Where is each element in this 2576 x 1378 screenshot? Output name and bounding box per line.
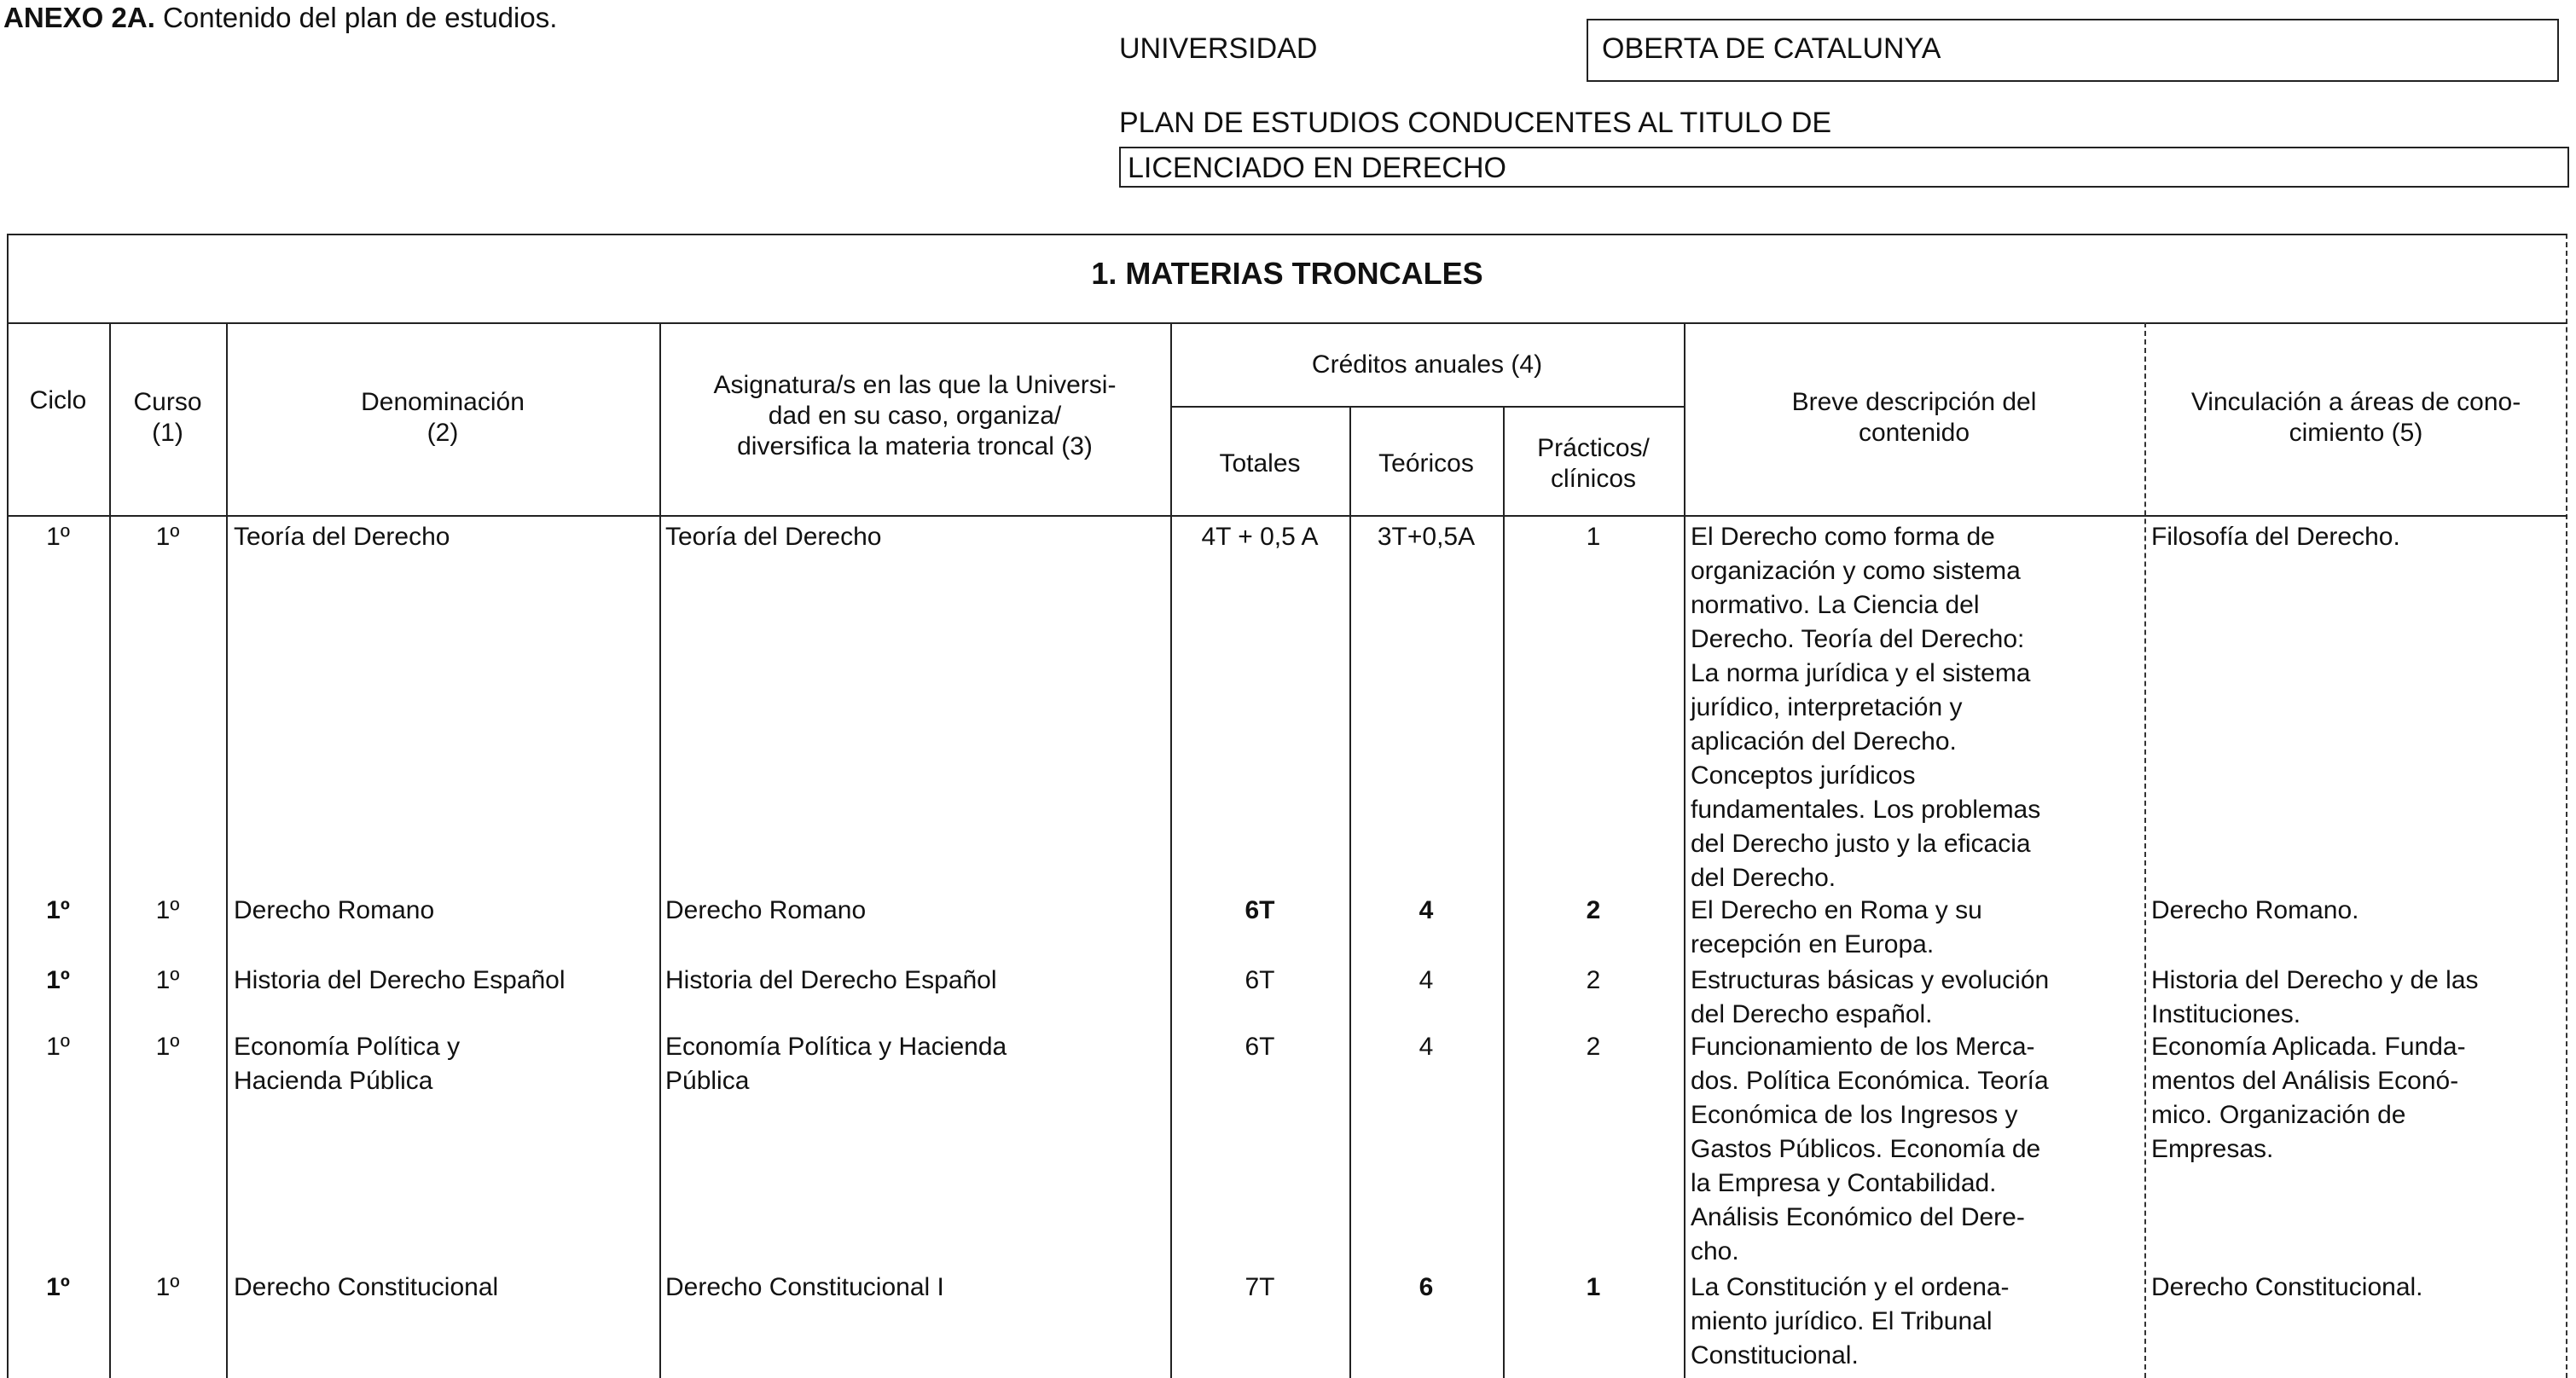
cell-denominacion: Economía Política y Hacienda Pública [234,1033,461,1095]
cell-descripcion: La Constitución y el ordena- miento jurídico. El Tribunal Constitucional. [1691,1273,2010,1369]
cell-denominacion: Historia del Derecho Español [234,966,566,994]
annex-text: Contenido del plan de estudios. [154,2,558,33]
university-label: UNIVERSIDAD [1119,32,1318,65]
cell-asignatura: Economía Política y Hacienda Pública [665,1033,1007,1095]
cell-denominacion: Teoría del Derecho [234,523,450,551]
column-divider [226,322,228,1378]
cell-curso: 1º [155,1033,180,1061]
cell-descripcion: El Derecho como forma de organización y como sistema normativo. La Ciencia del Derecho. Teoría del Derecho: La norma jurídica y el sistema jurídico, interpretación y aplicación del Derecho. Conceptos jurídicos fundamentales. Los problemas del Derecho justo y la eficacia del Derecho. [1691,523,2041,892]
table-divider [7,515,2567,517]
cell-teoricos: 4 [1419,966,1434,994]
cell-curso: 1º [155,1273,180,1301]
cell-practicos: 2 [1586,1033,1601,1061]
cell-descripcion: Estructuras básicas y evolución del Derecho español. [1691,966,2050,1028]
col-header-denominacion: Denominación (2) [361,388,525,447]
university-box [1587,19,2559,82]
col-header-vinculacion: Vinculación a áreas de cono- cimiento (5) [2190,388,2521,447]
col-header-curso: Curso (1) [133,388,202,447]
col-header-ciclo: Ciclo [29,386,87,414]
col-header-creditos: Créditos anuales (4) [1311,350,1543,379]
cell-ciclo: 1º [46,896,70,924]
col-header-totales: Totales [1219,449,1301,478]
col-header-descripcion: Breve descripción del contenido [1791,388,2037,447]
cell-vinculacion: Historia del Derecho y de las Instituciones. [2151,966,2479,1028]
cell-practicos: 1 [1586,523,1601,551]
section-title: 1. MATERIAS TRONCALES [1091,256,1483,291]
cell-vinculacion: Derecho Romano. [2151,896,2359,924]
cell-totales: 6T [1244,966,1275,994]
university-value: OBERTA DE CATALUNYA [1602,32,1941,65]
cell-asignatura: Derecho Constitucional I [665,1273,944,1301]
column-divider [1684,322,1685,1378]
cell-curso: 1º [155,896,180,924]
column-divider [2144,322,2146,1378]
cell-descripcion: El Derecho en Roma y su recepción en Europa. [1691,896,1982,958]
table-divider [7,322,2567,324]
cell-curso: 1º [155,523,180,551]
cell-practicos: 2 [1586,896,1601,924]
cell-ciclo: 1º [46,523,70,551]
column-divider [1170,322,1172,1378]
degree-box [1119,147,2569,188]
cell-teoricos: 4 [1419,1033,1434,1061]
col-header-asignaturas: Asignatura/s en las que la Universi- dad en su caso, organiza/ diversifica la materia troncal (3) [713,371,1117,460]
table-divider [1170,406,1684,408]
cell-denominacion: Derecho Romano [234,896,435,924]
degree-value: LICENCIADO EN DERECHO [1128,152,1506,184]
cell-descripcion: Funcionamiento de los Merca- dos. Política Económica. Teoría Económica de los Ingresos y Gastos Públicos. Economía de la Empresa y Contabilidad. Análisis Económico del Dere- cho. [1691,1033,2049,1265]
cell-teoricos: 6 [1419,1273,1434,1301]
column-divider [659,322,661,1378]
cell-teoricos: 3T+0,5A [1377,523,1476,551]
col-header-teoricos: Teóricos [1378,449,1474,478]
cell-totales: 7T [1244,1273,1275,1301]
cell-teoricos: 4 [1419,896,1434,924]
cell-practicos: 2 [1586,966,1601,994]
cell-curso: 1º [155,966,180,994]
cell-vinculacion: Filosofía del Derecho. [2151,523,2400,551]
cell-asignatura: Historia del Derecho Español [665,966,997,994]
plan-label: PLAN DE ESTUDIOS CONDUCENTES AL TITULO DE [1119,107,1832,139]
col-header-practicos: Prácticos/ clínicos [1537,434,1650,493]
cell-totales: 6T [1244,896,1275,924]
cell-asignatura: Derecho Romano [665,896,867,924]
cell-ciclo: 1º [46,1273,70,1301]
cell-totales: 6T [1244,1033,1275,1061]
cell-asignatura: Teoría del Derecho [665,523,882,551]
cell-ciclo: 1º [46,1033,70,1061]
cell-vinculacion: Economía Aplicada. Funda- mentos del Análisis Econó- mico. Organización de Empresas. [2151,1033,2466,1163]
annex-title [3,2,557,34]
cell-practicos: 1 [1586,1273,1601,1301]
column-divider [109,322,111,1378]
cell-ciclo: 1º [46,966,70,994]
annex-label: ANEXO 2A. [3,2,155,33]
cell-totales: 4T + 0,5 A [1201,523,1319,551]
cell-denominacion: Derecho Constitucional [234,1273,499,1301]
cell-vinculacion: Derecho Constitucional. [2151,1273,2423,1301]
